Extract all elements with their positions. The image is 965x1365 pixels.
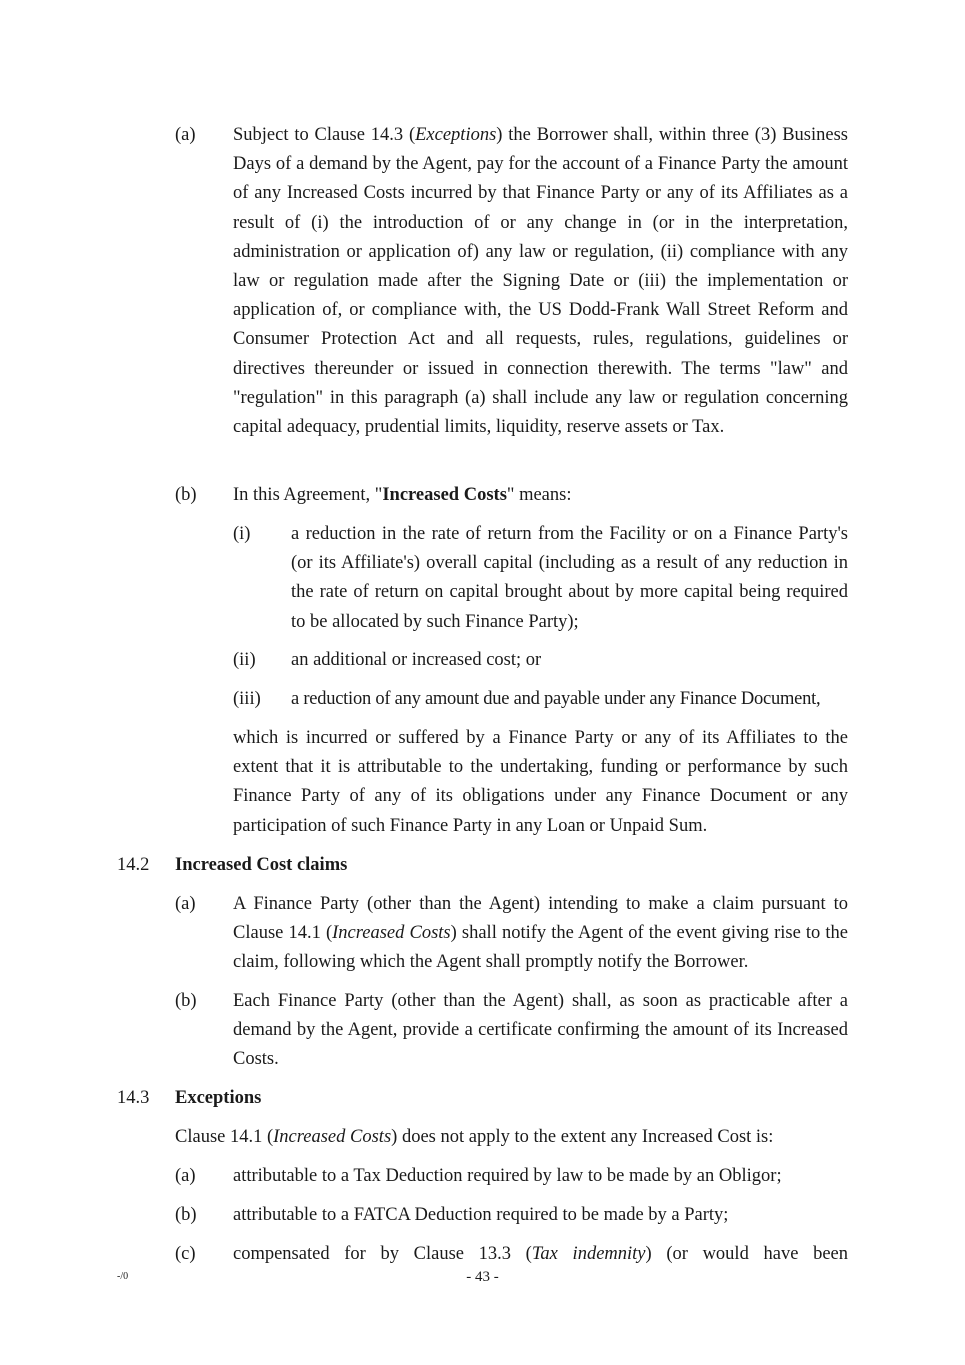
clause-14-3-a-label: (a) [175,1166,196,1186]
clause-14-2-a-label: (a) [175,894,196,914]
clause-14-2-number: 14.2 [117,855,150,875]
clause-14-1-b-iii-label: (iii) [233,689,261,709]
clause-14-3-b-text: attributable to a FATCA Deduction required to be made by a Party; [233,1205,729,1225]
clause-14-1-b-text: In this Agreement, "Increased Costs" means: [233,485,572,505]
clause-14-1-b-i-label: (i) [233,524,251,544]
clause-14-3-number: 14.3 [117,1088,150,1108]
clause-14-1-b-ii-label: (ii) [233,650,256,670]
clause-14-3-heading: Exceptions [175,1088,262,1108]
clause-14-1-b-ii-text: an additional or increased cost; or [291,650,542,670]
clause-14-3-c-text: compensated for by Clause 13.3 (Tax indemnity) (or would have been [233,1244,848,1264]
footer-reference: -/0 [117,1271,129,1282]
clause-14-2-b-text: Each Finance Party (other than the Agent) shall, as soon as practicable after a demand by the Agent, provide a certificate confirming the amount of its Increased Costs. [233,991,848,1070]
clause-14-1-b-iii-text: a reduction of any amount due and payable under any Finance Document, [291,689,821,709]
clause-14-1-b-i-text: a reduction in the rate of return from the Facility or on a Finance Party's (or its Affiliate's) overall capital (including as a result of any reduction in the rate of return on capital brought about by more capital being required to be allocated by such Finance Party); [291,524,848,632]
clause-14-1-a-text: Subject to Clause 14.3 (Exceptions) the Borrower shall, within three (3) Business Days of a demand by the Agent, pay for the account of a Finance Party the amount of any Increased Costs incurred by that Finance Party or any of its Affiliates as a result of (i) the introduction of or any change in (or in the interpretation, administration or application of) any law or regulation, (ii) compliance with any law or regulation made after the Signing Date or (iii) the implementation or application of, or compliance with, the US Dodd-Frank Wall Street Reform and Consumer Protection Act and all requests, rules, regulations, guidelines or directives thereunder or issued in connection therewith. The terms "law" and "regulation" in this paragraph (a) shall include any law or regulation concerning capital adequacy, prudential limits, liquidity, reserve assets or Tax. [233,125,848,438]
clause-14-3-a-text: attributable to a Tax Deduction required by law to be made by an Obligor; [233,1166,782,1186]
clause-14-3-c-label: (c) [175,1244,196,1264]
clause-14-3-b-label: (b) [175,1205,197,1225]
clause-14-2-b-label: (b) [175,991,197,1011]
clause-14-1-b-tail-text: which is incurred or suffered by a Finance Party or any of its Affiliates to the extent that it is attributable to the undertaking, funding or performance by such Finance Party of any of its obligations under any Finance Document or any participation of such Finance Party in any Loan or Unpaid Sum. [233,728,848,836]
clause-14-2-a-text: A Finance Party (other than the Agent) intending to make a claim pursuant to Clause 14.1 (Increased Costs) shall notify the Agent of the event giving rise to the claim, following which the Agent shall promptly notify the Borrower. [233,894,849,973]
clause-14-1-a-label: (a) [175,125,196,145]
page-number: - 43 - [466,1269,499,1285]
clause-14-1-b-label: (b) [175,485,197,505]
clause-14-2-heading: Increased Cost claims [175,855,348,875]
clause-14-3-intro: Clause 14.1 (Increased Costs) does not apply to the extent any Increased Cost is: [175,1127,774,1147]
